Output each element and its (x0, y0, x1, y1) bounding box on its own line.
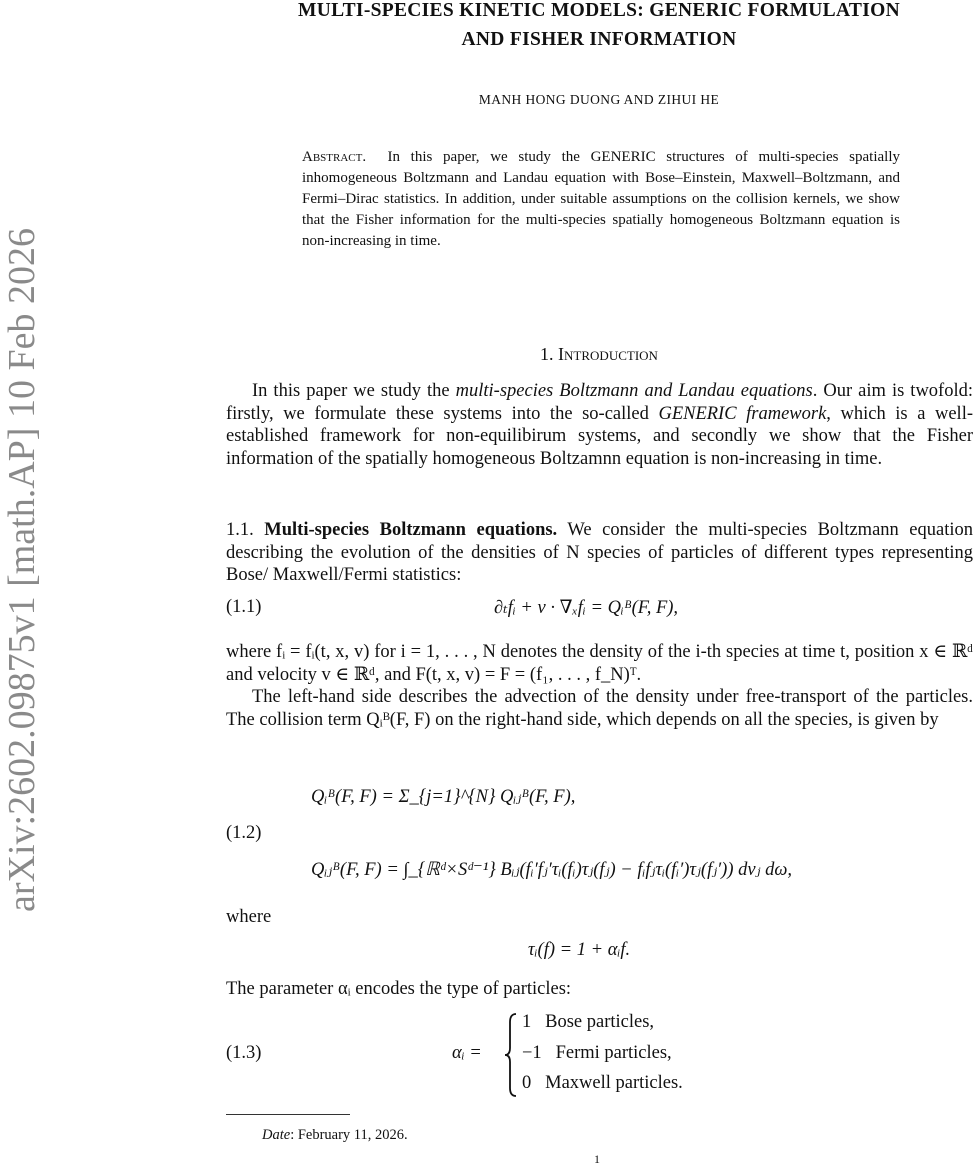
authors: MANH HONG DUONG AND ZIHUI HE (478, 92, 720, 107)
intro-paragraph: In this paper we study the multi-species Boltzmann and Landau equations. Our aim is twofold: firstly, we formulate these systems into the so-called GENERIC framework, which is a well-established framework for non-equilibirum systems, and secondly we show that the Fisher information of the spatially homogeneous Boltzamnn equation is non-increasing in time. (226, 381, 973, 469)
abstract-label: Abstract. (302, 149, 367, 165)
tau-definition: τᵢ(f) = 1 + αᵢf. (528, 940, 631, 960)
equation-label: (1.1) (226, 597, 262, 617)
equation-label: (1.2) (226, 823, 262, 843)
equation-label: (1.3) (226, 1043, 262, 1063)
paper-title (226, 0, 972, 54)
left-brace-icon (504, 1012, 518, 1098)
footnote-rule (226, 1114, 350, 1115)
title-line-1: MULTI-SPECIES KINETIC MODELS: GENERIC FORMULATION (298, 0, 900, 21)
equation-1-2-line1: Qᵢᴮ(F, F) = Σ_{j=1}^{N} Qᵢⱼᴮ(F, F), (311, 787, 576, 807)
title-line-2: AND FISHER INFORMATION (461, 29, 737, 50)
where-lhs-block (226, 641, 973, 731)
abstract-text: In this paper, we study the GENERIC structures of multi-species spatially inhomogeneous Boltzmann and Landau equation with Bose–Einstein, Maxwell–Boltzmann, and Fermi–Dirac statistics. In addition, under suitable assumptions on the collision kernels, we show that the Fisher information for the multi-species spatially homogeneous Boltzmann equation is non-increasing in time. (302, 149, 900, 249)
equation-1-1: ∂ₜfᵢ + v · ∇ₓfᵢ = Qᵢᴮ(F, F), (494, 598, 679, 618)
case-row: 0 Maxwell particles. (522, 1073, 683, 1093)
alpha-lhs: αᵢ = (452, 1043, 482, 1063)
subsection-title: Multi-species Boltzmann equations. (264, 520, 558, 540)
page-number: 1 (594, 1152, 600, 1166)
section-heading (226, 344, 972, 365)
equation-1-2-line2: Qᵢⱼᴮ(F, F) = ∫_{ℝᵈ×Sᵈ⁻¹} Bᵢⱼ(fᵢ′fⱼ′τᵢ(fᵢ)τⱼ(fⱼ) − fᵢfⱼτᵢ(fᵢ′)τⱼ(fⱼ′)) dvⱼ dω, (311, 860, 793, 880)
parameter-paragraph: The parameter αᵢ encodes the type of particles: (226, 979, 572, 999)
where-label: where (226, 907, 272, 927)
footnote: Date: February 11, 2026. (262, 1127, 408, 1143)
where-paragraph: where fᵢ = fᵢ(t, x, v) for i = 1, . . . , N denotes the density of the i-th species at time t, position x ∈ ℝᵈ and velocity v ∈ ℝᵈ, and F(t, x, v) = F = (f₁, . . . , f_N)ᵀ. (226, 642, 973, 685)
case-row: −1 Fermi particles, (522, 1043, 672, 1063)
subsection-1-1: 1.1. Multi-species Boltzmann equations. We consider the multi-species Boltzmann equation describing the evolution of the densities of N species of particles of different types representing Bose/ Maxwell/Fermi statistics: (226, 520, 974, 585)
lhs-paragraph: The left-hand side describes the advection of the density under free-transport of the particles. The collision term Qᵢᴮ(F, F) on the right-hand side, which depends on all the species, is given by (226, 687, 973, 730)
abstract (302, 147, 900, 252)
arxiv-stamp: arXiv:2602.09875v1 [math.AP] 10 Feb 2026 (1, 228, 43, 912)
case-row: 1 Bose particles, (522, 1012, 655, 1032)
section-heading-text: 1. Introduction (540, 344, 658, 364)
